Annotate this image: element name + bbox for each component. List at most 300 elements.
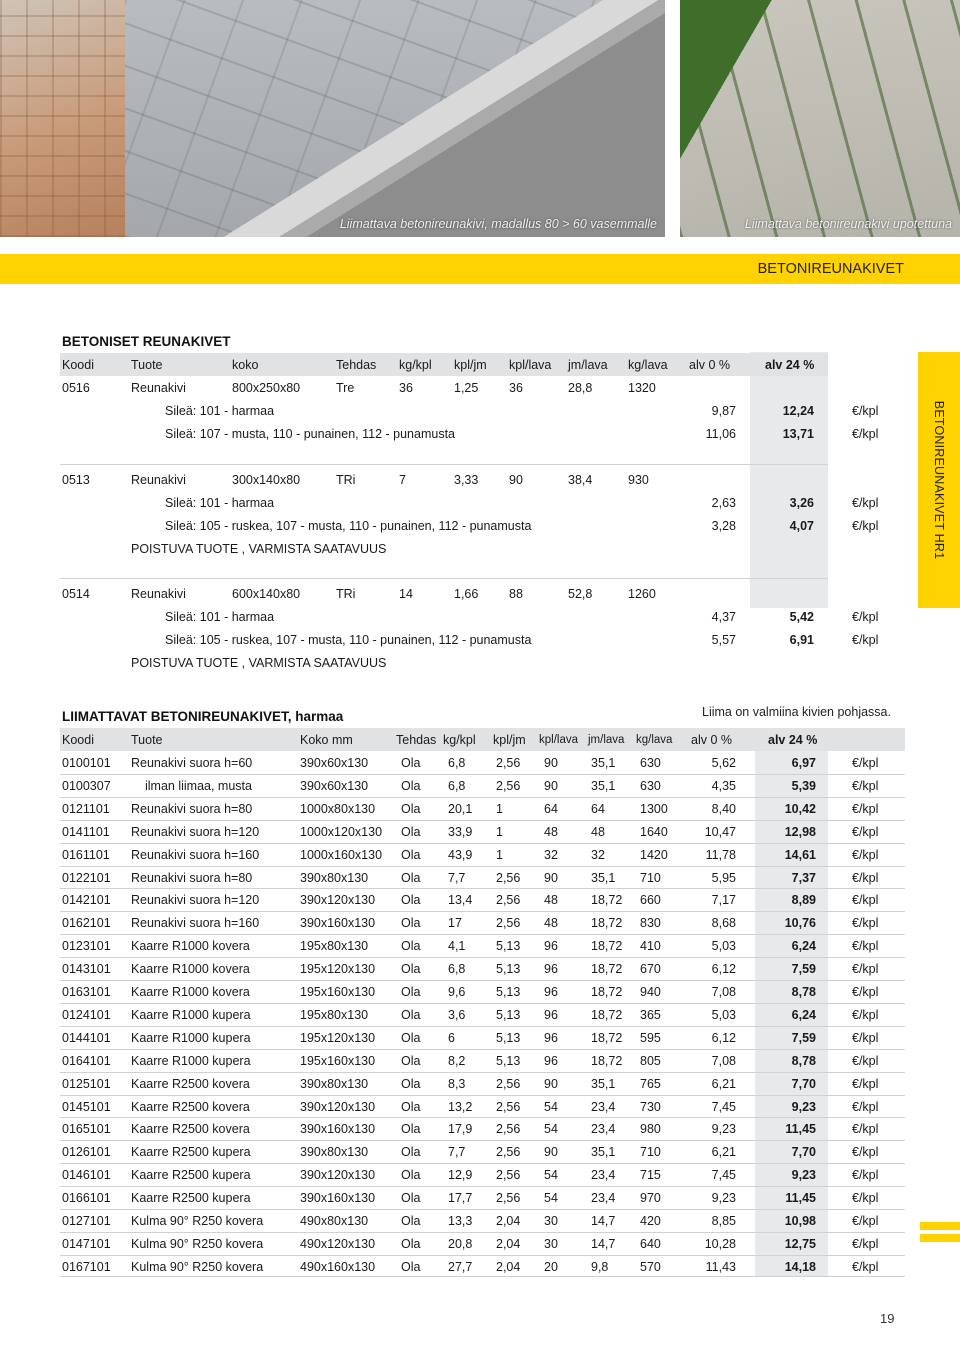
- product-size: 390x120x130: [300, 1100, 376, 1114]
- price-alv0: 10,28: [704, 1237, 736, 1251]
- product-factory: Ola: [401, 871, 421, 885]
- value-kg-lava: 980: [640, 1122, 661, 1136]
- value-kpl-lava: 30: [544, 1237, 558, 1251]
- price-unit: €/kpl: [852, 404, 879, 418]
- price-alv24: 12,75: [784, 1237, 816, 1251]
- price-alv0: 5,03: [711, 1008, 736, 1022]
- value-kpl-jm: 5,13: [496, 1054, 521, 1068]
- product-name: Kaarre R2500 kovera: [131, 1077, 250, 1091]
- row-divider: [60, 820, 905, 821]
- price-alv24: 7,37: [791, 871, 816, 885]
- product-name: Kaarre R2500 kupera: [131, 1145, 251, 1159]
- value-kg-lava: 730: [640, 1100, 661, 1114]
- header-alv24: alv 24 %: [768, 733, 818, 747]
- section-title: LIIMATTAVAT BETONIREUNAKIVET, harmaa: [62, 709, 344, 724]
- product-name: Reunakivi suora h=120: [131, 825, 260, 839]
- product-size: 390x80x130: [300, 1077, 369, 1091]
- price-alv0: 6,21: [711, 1077, 736, 1091]
- photo-caption-left: Liimattava betonireunakivi, madallus 80 > 60 vasemmalle: [339, 217, 657, 231]
- value-kg-kpl: 27,7: [448, 1260, 473, 1274]
- row-divider: [60, 1026, 905, 1027]
- row-divider: [60, 464, 828, 465]
- header-kg-lava: kg/lava: [636, 734, 673, 746]
- row-divider: [60, 888, 905, 889]
- section-title: BETONISET REUNAKIVET: [62, 334, 231, 349]
- price-alv0: 8,85: [711, 1214, 736, 1228]
- photo-paving-left: [0, 0, 125, 237]
- value-kg-lava: 640: [640, 1237, 661, 1251]
- price-unit: €/kpl: [852, 916, 879, 930]
- value-kpl-jm: 2,56: [496, 756, 521, 770]
- value-kg-kpl: 6,8: [448, 779, 466, 793]
- product-size: 490x120x130: [300, 1237, 376, 1251]
- value-kpl-lava: 96: [544, 1031, 558, 1045]
- value-jm-lava: 23,4: [591, 1122, 616, 1136]
- value-kpl-jm: 2,56: [496, 1191, 521, 1205]
- value-kpl-lava: 90: [544, 871, 558, 885]
- product-code: 0124101: [62, 1008, 111, 1022]
- price-alv24: 7,70: [791, 1077, 816, 1091]
- header-jm-lava: jm/lava: [588, 734, 625, 746]
- product-name: Kaarre R1000 kovera: [131, 939, 250, 953]
- row-divider: [60, 1072, 905, 1073]
- value-kg-lava: 830: [640, 916, 661, 930]
- value-kg-kpl: 13,4: [448, 893, 473, 907]
- product-name: Kaarre R2500 kovera: [131, 1100, 250, 1114]
- product-factory: Ola: [401, 916, 421, 930]
- price-alv0: 9,87: [711, 404, 736, 418]
- product-code: 0141101: [62, 825, 110, 839]
- header-kpl-lava: kpl/lava: [509, 358, 552, 372]
- value-kpl-lava: 90: [544, 756, 558, 770]
- decorative-bar: [920, 1234, 960, 1242]
- price-alv0: 8,40: [711, 802, 736, 816]
- header-koodi: Koodi: [62, 358, 94, 372]
- value-kg-lava: 630: [640, 756, 661, 770]
- header-alv0: alv 0 %: [689, 358, 730, 372]
- value-jm-lava: 14,7: [591, 1237, 616, 1251]
- product-code: 0167101: [62, 1260, 111, 1274]
- price-unit: €/kpl: [852, 1122, 879, 1136]
- product-size: 490x160x130: [300, 1260, 376, 1274]
- value-kpl-lava: 20: [544, 1260, 558, 1274]
- product-name: Kulma 90° R250 kovera: [131, 1237, 264, 1251]
- value-kpl-lava: 54: [544, 1168, 558, 1182]
- product-code: 0163101: [62, 985, 111, 999]
- value-kpl-lava: 48: [544, 825, 558, 839]
- variant-description: Sileä: 107 - musta, 110 - punainen, 112 - punamusta: [165, 427, 455, 441]
- price-alv0: 2,63: [711, 496, 736, 510]
- product-size: 600x140x80: [232, 587, 301, 601]
- value-kpl-lava: 30: [544, 1214, 558, 1228]
- value-kpl-jm: 1: [496, 848, 503, 862]
- product-factory: Ola: [401, 1191, 421, 1205]
- value-jm-lava: 23,4: [591, 1100, 616, 1114]
- product-size: 195x120x130: [300, 962, 376, 976]
- product-code: 0516: [62, 381, 90, 395]
- product-size: 1000x120x130: [300, 825, 383, 839]
- product-code: 0127101: [62, 1214, 111, 1228]
- header-alv0: alv 0 %: [691, 733, 732, 747]
- variant-description: Sileä: 101 - harmaa: [165, 404, 275, 418]
- price-alv24: 14,61: [784, 848, 816, 862]
- value-kg-lava: 410: [640, 939, 661, 953]
- product-code: 0164101: [62, 1054, 111, 1068]
- price-alv0: 6,12: [711, 1031, 736, 1045]
- row-divider: [60, 1095, 905, 1096]
- value-jm-lava: 14,7: [591, 1214, 616, 1228]
- price-alv24: 7,70: [791, 1145, 816, 1159]
- price-unit: €/kpl: [852, 1191, 879, 1205]
- value-jm-lava: 35,1: [591, 1077, 616, 1091]
- variant-description: Sileä: 101 - harmaa: [165, 496, 275, 510]
- price-alv24: 12,98: [784, 825, 816, 839]
- value-jm-lava: 18,72: [591, 985, 623, 999]
- product-factory: Ola: [401, 1214, 421, 1228]
- value-kg-kpl: 3,6: [448, 1008, 466, 1022]
- value-kg-lava: 940: [640, 985, 661, 999]
- product-name: Reunakivi suora h=80: [131, 871, 253, 885]
- price-alv0: 7,08: [711, 1054, 736, 1068]
- value-jm-lava: 52,8: [568, 587, 593, 601]
- value-kg-kpl: 43,9: [448, 848, 473, 862]
- header-kpl-lava: kpl/lava: [539, 734, 578, 746]
- product-factory: Ola: [401, 1008, 421, 1022]
- product-factory: Ola: [401, 1260, 421, 1274]
- value-jm-lava: 35,1: [591, 871, 616, 885]
- header-kpl-jm: kpl/jm: [454, 358, 487, 372]
- row-divider: [60, 1276, 905, 1277]
- value-kpl-lava: 54: [544, 1122, 558, 1136]
- product-factory: Ola: [401, 962, 421, 976]
- value-kg-lava: 570: [640, 1260, 661, 1274]
- product-code: 0162101: [62, 916, 111, 930]
- price-unit: €/kpl: [852, 1260, 879, 1274]
- product-size: 390x80x130: [300, 1145, 369, 1159]
- alv24-column-highlight: [750, 352, 828, 608]
- product-factory: Ola: [401, 985, 421, 999]
- price-alv0: 5,62: [711, 756, 736, 770]
- price-alv24: 8,78: [791, 985, 816, 999]
- row-divider: [60, 1163, 905, 1164]
- product-factory: Ola: [401, 1122, 421, 1136]
- price-unit: €/kpl: [852, 848, 879, 862]
- value-kpl-jm: 2,56: [496, 1145, 521, 1159]
- side-tab: [918, 352, 960, 608]
- row-divider: [60, 774, 905, 775]
- product-name: Reunakivi: [131, 381, 186, 395]
- value-kg-lava: 1300: [640, 802, 668, 816]
- value-jm-lava: 18,72: [591, 962, 623, 976]
- price-alv0: 7,45: [711, 1168, 736, 1182]
- value-kg-lava: 1260: [628, 587, 656, 601]
- value-kg-kpl: 6: [448, 1031, 455, 1045]
- value-kpl-jm: 5,13: [496, 962, 521, 976]
- product-factory: Ola: [401, 1168, 421, 1182]
- price-alv0: 11,43: [705, 1260, 736, 1274]
- value-kg-kpl: 20,8: [448, 1237, 473, 1251]
- header-koko-mm: Koko mm: [300, 733, 353, 747]
- price-alv0: 9,23: [711, 1122, 736, 1136]
- product-size: 490x80x130: [300, 1214, 369, 1228]
- header-jm-lava: jm/lava: [568, 358, 608, 372]
- value-kg-kpl: 20,1: [448, 802, 473, 816]
- row-divider: [60, 1117, 905, 1118]
- value-kpl-jm: 1,25: [454, 381, 479, 395]
- value-kpl-jm: 3,33: [454, 473, 479, 487]
- price-alv24: 4,07: [789, 519, 814, 533]
- row-divider: [60, 911, 905, 912]
- value-kpl-lava: 48: [544, 893, 558, 907]
- product-name: Kaarre R1000 kovera: [131, 985, 250, 999]
- value-kpl-jm: 2,56: [496, 1077, 521, 1091]
- value-kpl-jm: 2,56: [496, 893, 521, 907]
- value-kpl-lava: 48: [544, 916, 558, 930]
- value-kg-kpl: 36: [399, 381, 413, 395]
- product-code: 0142101: [62, 893, 111, 907]
- price-alv0: 4,37: [711, 610, 736, 624]
- value-kg-lava: 1320: [628, 381, 656, 395]
- product-code: 0165101: [62, 1122, 111, 1136]
- product-factory: Tre: [336, 381, 355, 395]
- price-alv0: 5,03: [711, 939, 736, 953]
- value-kpl-jm: 5,13: [496, 1031, 521, 1045]
- row-divider: [60, 1232, 905, 1233]
- price-alv24: 6,91: [789, 633, 814, 647]
- value-kpl-jm: 2,56: [496, 1122, 521, 1136]
- product-size: 195x80x130: [300, 1008, 369, 1022]
- product-size: 1000x80x130: [300, 802, 376, 816]
- product-size: 300x140x80: [232, 473, 301, 487]
- value-kpl-lava: 90: [544, 779, 558, 793]
- product-code: 0146101: [62, 1168, 111, 1182]
- product-factory: Ola: [401, 802, 421, 816]
- price-unit: €/kpl: [852, 756, 879, 770]
- value-jm-lava: 35,1: [591, 779, 616, 793]
- value-kpl-jm: 2,04: [496, 1214, 521, 1228]
- price-alv0: 5,95: [711, 871, 736, 885]
- product-factory: TRi: [336, 473, 356, 487]
- header-kpl-jm: kpl/jm: [493, 733, 526, 747]
- value-kpl-lava: 90: [544, 1077, 558, 1091]
- product-name: Kaarre R2500 kupera: [131, 1191, 251, 1205]
- product-size: 390x160x130: [300, 1191, 376, 1205]
- value-kpl-jm: 5,13: [496, 939, 521, 953]
- value-kpl-jm: 1,66: [454, 587, 479, 601]
- product-size: 390x120x130: [300, 1168, 376, 1182]
- price-unit: €/kpl: [852, 633, 879, 647]
- price-unit: €/kpl: [852, 825, 879, 839]
- product-size: 390x60x130: [300, 756, 369, 770]
- product-name: Kaarre R1000 kupera: [131, 1008, 251, 1022]
- photo-curb-embedded: [680, 0, 960, 237]
- price-alv24: 10,98: [784, 1214, 816, 1228]
- product-code: 0125101: [62, 1077, 111, 1091]
- product-name: Kulma 90° R250 kovera: [131, 1214, 264, 1228]
- price-alv24: 11,45: [785, 1122, 816, 1136]
- header-tuote: Tuote: [131, 733, 163, 747]
- price-alv0: 9,23: [711, 1191, 736, 1205]
- row-divider: [60, 1255, 905, 1256]
- value-jm-lava: 35,1: [591, 756, 616, 770]
- variant-description: Sileä: 101 - harmaa: [165, 610, 275, 624]
- value-kg-kpl: 6,8: [448, 756, 466, 770]
- product-factory: TRi: [336, 587, 356, 601]
- value-kpl-jm: 2,04: [496, 1260, 521, 1274]
- value-kg-kpl: 7: [399, 473, 406, 487]
- price-unit: €/kpl: [852, 519, 879, 533]
- value-kpl-lava: 64: [544, 802, 558, 816]
- price-unit: €/kpl: [852, 1168, 879, 1182]
- value-jm-lava: 18,72: [591, 939, 623, 953]
- header-kg-lava: kg/lava: [628, 358, 668, 372]
- header-tehdas: Tehdas: [396, 733, 437, 747]
- price-unit: €/kpl: [852, 1077, 879, 1091]
- price-unit: €/kpl: [852, 779, 879, 793]
- value-kpl-jm: 2,56: [496, 779, 521, 793]
- price-alv24: 7,59: [791, 962, 816, 976]
- value-jm-lava: 32: [591, 848, 605, 862]
- value-kg-lava: 1420: [640, 848, 668, 862]
- decorative-bar: [920, 1222, 960, 1230]
- row-divider: [60, 957, 905, 958]
- price-alv24: 8,89: [791, 893, 816, 907]
- value-jm-lava: 28,8: [568, 381, 593, 395]
- price-alv0: 6,21: [711, 1145, 736, 1159]
- value-kg-kpl: 17,9: [448, 1122, 473, 1136]
- price-alv0: 7,08: [711, 985, 736, 999]
- value-kg-kpl: 7,7: [448, 1145, 466, 1159]
- product-name: Reunakivi: [131, 473, 186, 487]
- price-alv24: 14,18: [784, 1260, 816, 1274]
- price-unit: €/kpl: [852, 496, 879, 510]
- value-jm-lava: 64: [591, 802, 605, 816]
- value-jm-lava: 18,72: [591, 1031, 623, 1045]
- product-factory: Ola: [401, 1145, 421, 1159]
- price-unit: €/kpl: [852, 1008, 879, 1022]
- product-name: Kaarre R1000 kupera: [131, 1054, 251, 1068]
- value-kg-lava: 715: [640, 1168, 661, 1182]
- glue-note: Liima on valmiina kivien pohjassa.: [702, 705, 891, 719]
- value-kg-kpl: 8,2: [448, 1054, 466, 1068]
- product-code: 0143101: [62, 962, 111, 976]
- price-unit: €/kpl: [852, 802, 879, 816]
- price-alv24: 11,45: [785, 1191, 816, 1205]
- header-tuote: Tuote: [131, 358, 163, 372]
- product-size: 390x160x130: [300, 916, 376, 930]
- value-kpl-jm: 5,13: [496, 985, 521, 999]
- row-divider: [60, 866, 905, 867]
- product-size: 390x120x130: [300, 893, 376, 907]
- price-unit: €/kpl: [852, 1145, 879, 1159]
- product-size: 800x250x80: [232, 381, 301, 395]
- row-divider: [60, 1209, 905, 1210]
- price-unit: €/kpl: [852, 427, 879, 441]
- product-code: 0144101: [62, 1031, 111, 1045]
- header-koko: koko: [232, 358, 259, 372]
- price-alv0: 11,78: [705, 848, 736, 862]
- row-divider: [60, 934, 905, 935]
- price-alv24: 6,97: [791, 756, 816, 770]
- section-banner: [0, 254, 960, 284]
- value-kg-kpl: 13,3: [448, 1214, 473, 1228]
- product-factory: Ola: [401, 1031, 421, 1045]
- price-alv0: 10,47: [704, 825, 736, 839]
- product-size: 195x120x130: [300, 1031, 376, 1045]
- header-koodi: Koodi: [62, 733, 94, 747]
- value-kg-kpl: 6,8: [448, 962, 466, 976]
- price-unit: €/kpl: [852, 985, 879, 999]
- row-divider: [60, 797, 905, 798]
- product-size: 195x160x130: [300, 985, 376, 999]
- value-kg-kpl: 17,7: [448, 1191, 473, 1205]
- value-kpl-lava: 90: [509, 473, 523, 487]
- header-kg-kpl: kg/kpl: [443, 733, 476, 747]
- product-code: 0147101: [62, 1237, 111, 1251]
- price-alv0: 4,35: [711, 779, 736, 793]
- price-unit: €/kpl: [852, 962, 879, 976]
- value-kg-kpl: 4,1: [448, 939, 466, 953]
- variant-description: Sileä: 105 - ruskea, 107 - musta, 110 - punainen, 112 - punamusta: [165, 633, 532, 647]
- product-size: 390x80x130: [300, 871, 369, 885]
- photo-curb-lowered: [125, 0, 665, 237]
- value-kg-lava: 1640: [640, 825, 668, 839]
- value-kg-lava: 710: [640, 871, 661, 885]
- product-code: 0100307: [62, 779, 111, 793]
- price-unit: €/kpl: [852, 1054, 879, 1068]
- value-kpl-lava: 54: [544, 1100, 558, 1114]
- product-factory: Ola: [401, 1237, 421, 1251]
- header-alv24: alv 24 %: [765, 358, 815, 372]
- price-alv24: 13,71: [782, 427, 814, 441]
- product-factory: Ola: [401, 825, 421, 839]
- value-jm-lava: 23,4: [591, 1191, 616, 1205]
- row-divider: [60, 1186, 905, 1187]
- value-jm-lava: 18,72: [591, 1054, 623, 1068]
- product-name: Reunakivi suora h=160: [131, 848, 260, 862]
- page-number: 19: [880, 1311, 895, 1326]
- product-name: Reunakivi suora h=60: [131, 756, 253, 770]
- value-kg-lava: 970: [640, 1191, 661, 1205]
- price-unit: €/kpl: [852, 871, 879, 885]
- row-divider: [60, 980, 905, 981]
- price-alv0: 11,06: [705, 427, 736, 441]
- price-alv24: 10,76: [784, 916, 816, 930]
- price-alv24: 10,42: [784, 802, 816, 816]
- price-alv24: 5,42: [789, 610, 814, 624]
- product-name: Kaarre R1000 kovera: [131, 962, 250, 976]
- product-factory: Ola: [401, 1100, 421, 1114]
- value-kpl-jm: 2,56: [496, 916, 521, 930]
- value-kg-kpl: 17: [448, 916, 462, 930]
- value-kpl-jm: 2,04: [496, 1237, 521, 1251]
- side-tab-label: BETONIREUNAKIVET HR1: [932, 400, 946, 560]
- price-alv24: 5,39: [791, 779, 816, 793]
- product-code: 0166101: [62, 1191, 111, 1205]
- price-unit: €/kpl: [852, 939, 879, 953]
- product-name: Kaarre R2500 kovera: [131, 1122, 250, 1136]
- value-kg-kpl: 33,9: [448, 825, 473, 839]
- product-factory: Ola: [401, 848, 421, 862]
- product-name: Kaarre R2500 kupera: [131, 1168, 251, 1182]
- value-kg-lava: 930: [628, 473, 649, 487]
- product-code: 0126101: [62, 1145, 111, 1159]
- row-divider: [60, 1140, 905, 1141]
- value-jm-lava: 18,72: [591, 893, 623, 907]
- price-unit: €/kpl: [852, 1031, 879, 1045]
- value-kpl-lava: 88: [509, 587, 523, 601]
- price-alv24: 8,78: [791, 1054, 816, 1068]
